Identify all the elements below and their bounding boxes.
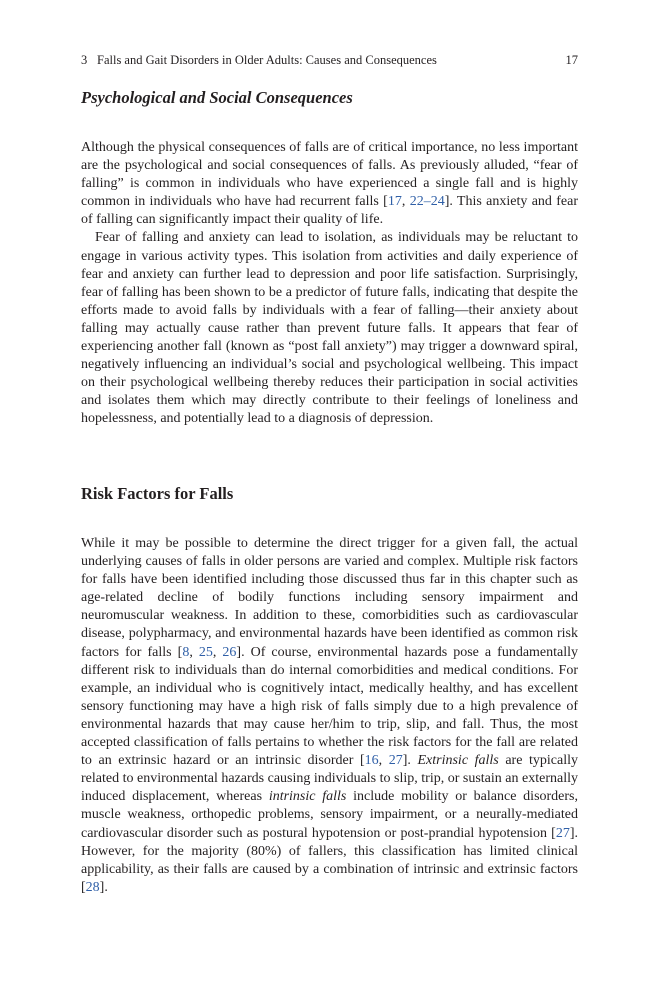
citation-link[interactable]: 27 — [555, 825, 570, 841]
emphasis: Extrinsic falls — [417, 753, 499, 769]
paragraph: Although the physical consequences of falls are of critical importance, no less important are the psychological and social consequences of falls. As previously alluded, “fear of falling” is common in individuals who have experienced a single fall and is highly common in individuals who have had recurrent falls [17, 22–24]. This anxiety and fear of falling can significantly impact their quality of life. — [81, 140, 579, 228]
citation-link[interactable]: 28 — [85, 879, 100, 895]
chapter-title: Falls and Gait Disorders in Older Adults: Causes and Consequences — [97, 53, 437, 67]
citation-link[interactable]: 27 — [388, 753, 403, 769]
citation-link[interactable]: 26 — [222, 644, 237, 660]
citation-link[interactable]: 17 — [387, 194, 402, 210]
section-heading: Psychological and Social Consequences — [81, 88, 353, 107]
emphasis: intrinsic falls — [268, 789, 347, 805]
citation-link[interactable]: 8 — [182, 644, 190, 660]
page-number: 17 — [565, 53, 578, 67]
running-head — [81, 52, 578, 68]
citation-link[interactable]: 25 — [198, 644, 213, 660]
paragraph: While it may be possible to determine the direct trigger for a given fall, the actual underlying causes of falls in older persons are varied and complex. Multiple risk factors for falls have been identified including those discussed thus far in this chapter such as age-related decline of bodily functions including sensory impairment and neuromuscular weakness. In addition to these, comorbidities such as cardiovascular disease, polypharmacy, and environmental hazards have been identified as common risk factors for falls [8, 25, 26]. Of course, environmental hazards pose a fundamentally different risk to individuals than do internal comorbidities and medical conditions. For example, an individual who is cognitively intact, medically healthy, and has excellent sensory functioning may have a high risk of falls simply due to a high prevalence of environmental hazards that may cause her/him to trip, slip, and fall. Thus, the most accepted classification of falls pertains to whether the risk factors for the fall are related to an extrinsic hazard or an intrinsic disorder [16, 27]. Extrinsic falls are typically related to environmental hazards causing individuals to slip, trip, or sustain an externally induced displacement, whereas intrinsic falls include mobility or balance disorders, muscle weakness, orthopedic problems, sensory impairment, or a neurally-mediated cardiovascular disorder such as postural hypotension or post-prandial hypotension [27]. However, for the majority (80%) of fallers, this classification has limited clinical applicability, as their falls are caused by a combination of intrinsic and extrinsic factors [28]. — [81, 536, 579, 895]
chapter-number: 3 — [81, 53, 88, 67]
section-risk-factors — [81, 484, 578, 897]
paragraph: Fear of falling and anxiety can lead to isolation, as individuals may be reluctant to engage in various activity types. This isolation from activities and daily experience of fear and anxiety can further lead to depression and poor life satisfaction. Surprisingly, fear of falling has been shown to be a predictor of future falls, indicating that despite the efforts made to avoid falls by individuals with a fear of falling—their anxiety about falling may actually cause rather than prevent future falls. It appears that fear of experiencing another fall (known as “post fall anxiety”) may trigger a downward spiral, negatively influencing an individual’s social and psychological wellbeing. This impact on their psychological wellbeing thereby reduces their participation in social activities and isolates them which may directly contribute to their feelings of loneliness and hopelessness, and potentially lead to a diagnosis of depression. — [81, 230, 578, 427]
citation-link[interactable]: 16 — [364, 753, 379, 769]
section-heading: Risk Factors for Falls — [81, 484, 234, 503]
section-psychological-social — [81, 88, 578, 429]
citation-link[interactable]: 22–24 — [409, 194, 445, 210]
